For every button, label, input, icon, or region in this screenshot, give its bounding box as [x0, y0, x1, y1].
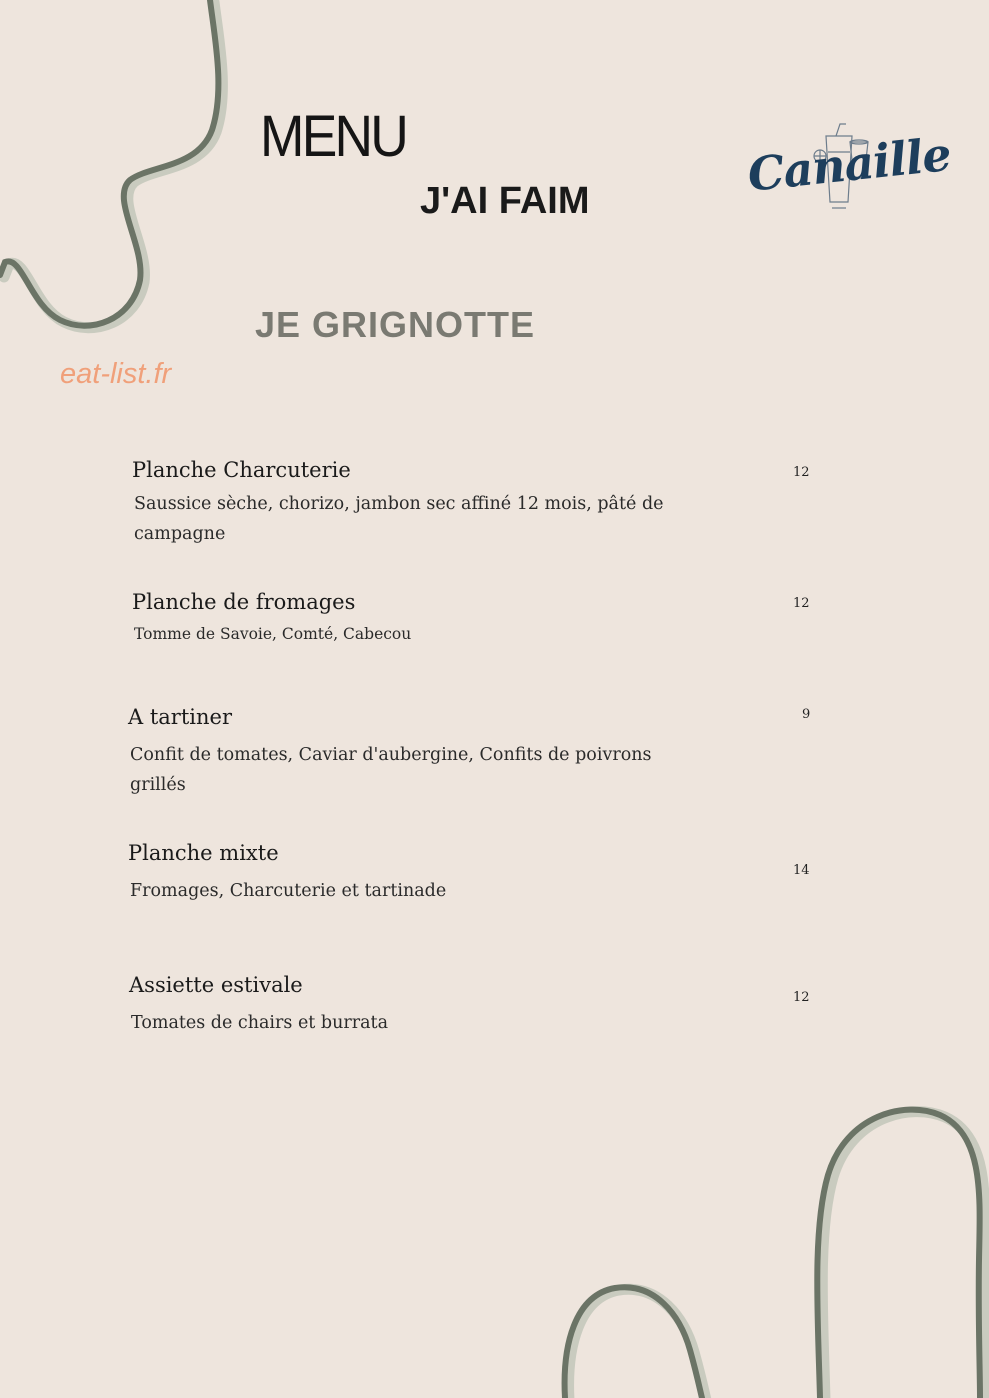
item-name: Planche de fromages: [132, 590, 356, 614]
item-price: 12: [793, 596, 810, 611]
item-price: 9: [802, 707, 811, 722]
item-description: Tomates de chairs et burrata: [131, 1013, 388, 1033]
item-name: Planche mixte: [128, 841, 279, 865]
item-name: Planche Charcuterie: [132, 458, 351, 482]
menu-item: [132, 460, 694, 549]
canaille-logo: [745, 122, 954, 222]
item-name: A tartiner: [128, 705, 232, 729]
section-title: JE GRIGNOTTE: [255, 304, 536, 345]
item-description: Confit de tomates, Caviar d'aubergine, Confits de poivrons grillés: [130, 745, 652, 795]
item-description: Saussice sèche, chorizo, jambon sec affiné 12 mois, pâté de campagne: [134, 494, 664, 544]
menu-item: [129, 975, 691, 1038]
item-price: 14: [793, 863, 810, 878]
item-name: Assiette estivale: [129, 973, 303, 997]
menu-subtitle: J'AI FAIM: [420, 180, 590, 222]
item-price: 12: [793, 465, 810, 480]
menu-item: [128, 707, 690, 800]
item-description: Fromages, Charcuterie et tartinade: [130, 881, 447, 901]
item-price: 12: [793, 990, 810, 1005]
menu-item: [132, 592, 694, 649]
logo-text: Canaille: [745, 126, 954, 202]
watermark: eat-list.fr: [60, 358, 172, 390]
menu-title: MENU: [260, 104, 407, 169]
menu-item: [128, 843, 690, 906]
item-description: Tomme de Savoie, Comté, Cabecou: [134, 625, 412, 643]
